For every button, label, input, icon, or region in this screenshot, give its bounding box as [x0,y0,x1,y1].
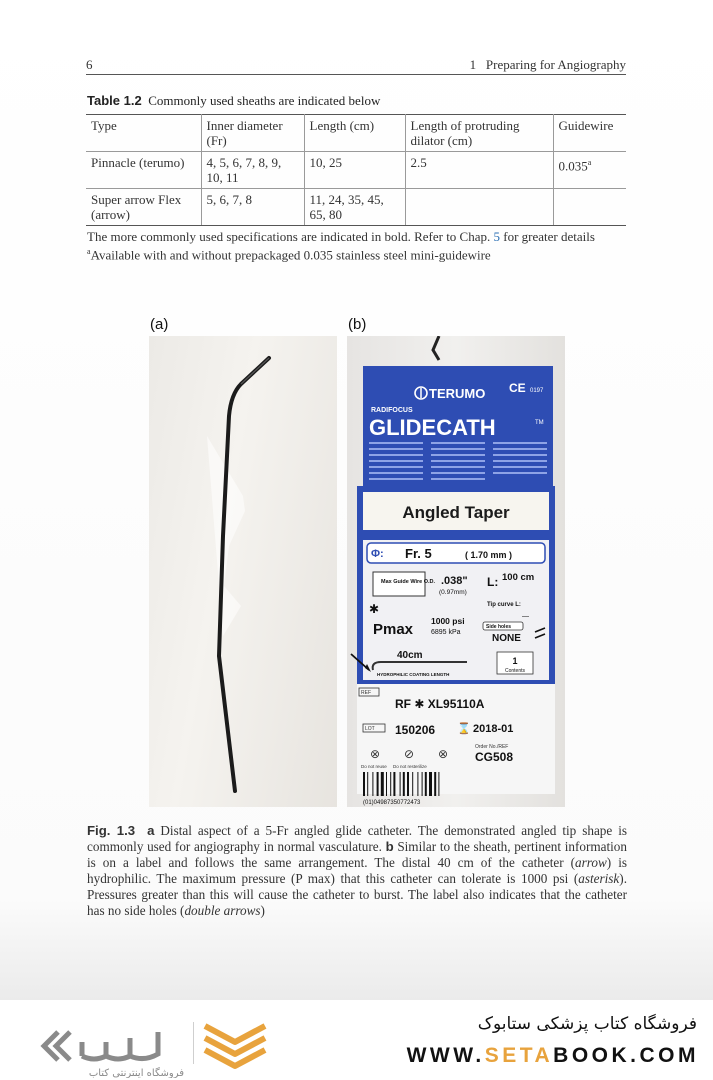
ce-number: 0197 [530,388,544,394]
svg-text:✱: ✱ [369,602,380,616]
table-cell [553,152,626,189]
footer-banner [0,1000,713,1080]
barcode-text: (01)04987350772473 [363,800,421,806]
tip-curve-label: Tip curve L: [487,602,521,608]
guidewire-mm: (0.97mm) [439,589,467,596]
max-guide-label: Max Guide Wire O.D. [381,579,436,585]
caption-mid-2: ). Pressures greater than this will cause the catheter to burst. The label also indicates that the catheter has no side holes ( [87,871,627,918]
figure-label: Fig. 1.3 [87,823,136,838]
contents-label: Contents [504,668,526,674]
table-cell: 2.5 [405,152,553,189]
panel-a-marker: a [147,823,155,838]
pmax-label: Pmax [373,621,414,638]
coating-label: HYDROPHILIC COATING LENGTH [377,672,450,677]
header-cell: Inner diameter (Fr) [201,115,304,152]
barcode-bar [393,772,395,796]
table-cell: 10, 25 [304,152,405,189]
book-stack-icon [197,1018,273,1070]
footnote-marker: a [87,247,91,256]
ref-tag: REF [361,690,371,696]
page-number: 6 [86,57,93,72]
barcode-bar [390,772,391,796]
table-cell: 4, 5, 6, 7, 8, 9, 10, 11 [201,152,304,189]
order-number: CG508 [475,750,514,764]
barcode-bar [417,772,418,796]
caption-a-text: Distal aspect of a 5-Fr angled glide catheter. The demonstrated angled tip shape is commonly used for angiography in normal vasculature. [87,823,628,854]
lot-number: 150206 [395,723,436,737]
table-row [86,189,626,226]
caption-end: ) [260,903,265,918]
table-header-row [86,115,626,152]
table-cell: Super arrow Flex (arrow) [86,189,201,226]
svg-text:⊗: ⊗ [437,747,449,761]
chapter-title: 1 Preparing for Angiography [469,57,626,72]
svg-text:⊘: ⊘ [403,747,415,761]
barcode-bar [367,772,368,796]
catheter-photo [149,336,337,807]
barcode-bar [438,772,439,796]
table-note [87,229,632,244]
table-row [86,152,626,189]
barcode-bar [386,772,387,796]
barcode-bar [429,772,432,796]
guidewire-inch: .038" [441,575,468,587]
ref-number: RF ✱ XL95110A [395,697,485,711]
table-caption [87,93,380,109]
caption-mid-1: ) is hydrophilic. The maximum pressure (P max) that this catheter can tolerate is 1000 psi ( [87,855,627,886]
pmax-psi: 1000 psi [431,616,465,626]
figure-caption [87,823,627,919]
availability-note [87,244,632,262]
caption-double-arrows: double arrows [184,903,261,918]
footer-divider [193,1022,194,1064]
length-value: 100 cm [502,572,535,583]
product-name: GLIDECATH [369,415,496,440]
table-footnote [87,229,632,262]
pmax-kpa: 6895 kPa [431,629,461,636]
barcode-bar [407,772,409,796]
length-label: L: [487,575,499,589]
table-note-text: The more commonly used specifications are indicated in bold. Refer to Chap. [87,229,491,244]
barcode-bar [372,772,373,796]
table-title: Commonly used sheaths are indicated below [148,93,381,108]
contents-count: 1 [512,656,518,666]
running-head [86,57,626,75]
side-holes-label: Side holes [486,624,512,630]
guidewire-value: 0.035 [558,158,588,174]
tip-shape: Angled Taper [402,503,510,522]
barcode-bar [381,772,384,796]
table-cell: Pinnacle (terumo) [86,152,201,189]
barcode-bar [412,772,413,796]
barcode-bar [425,772,427,796]
barcode-bar [400,772,401,796]
table-label: Table 1.2 [87,93,142,108]
header-rule [86,74,626,75]
svg-text:⊗: ⊗ [369,747,381,761]
coating-length: 40cm [397,650,423,661]
barcode-bar [403,772,405,796]
header-cell: Guidewire [553,115,626,152]
setabook-logo[interactable] [34,1018,184,1078]
catheter-illustration [149,336,337,807]
caption-b-text: Similar to the sheath, pertinent information is on a label and follows the same arrangement. The distal 40 cm of the catheter ( [87,839,627,870]
caption-arrow: arrow [575,855,607,870]
order-label: Order No./REF [475,744,509,750]
header-cell: Length of protruding dilator (cm) [405,115,553,152]
phi-symbol: Φ: [371,548,384,560]
barcode-bar [363,772,365,796]
french-size-mm: ( 1.70 mm ) [465,550,513,560]
side-holes-value: NONE [492,633,521,644]
barcode-bar [377,772,379,796]
tip-curve-value: — [522,613,529,620]
site-prefix: WWW. [406,1044,485,1067]
french-size: Fr. 5 [405,546,432,561]
website-link[interactable] [407,1044,699,1068]
table-cell: 5, 6, 7, 8 [201,189,304,226]
chapter-link[interactable]: 5 [493,229,500,244]
expiry-date: 2018-01 [473,723,514,735]
availability-text: Available with and without prepackaged 0.035 stainless steel mini-guidewire [90,247,491,263]
sheaths-table [86,114,626,226]
label-photo [347,336,565,807]
header-cell: Length (cm) [304,115,405,152]
footnote-marker: a [587,158,592,167]
panel-b-label: (b) [348,316,367,333]
brand: TERUMO [429,386,486,401]
lot-tag: LOT [365,726,375,732]
do-not-resterilize: Do not resterilize [393,764,427,769]
do-not-reuse: Do not reuse [361,764,387,769]
sub-brand: RADIFOCUS [371,407,413,414]
site-suffix: BOOK.COM [553,1044,699,1067]
store-name: فروشگاه کتاب پزشکی ستابوک [477,1014,697,1034]
table-cell: 11, 24, 35, 45, 65, 80 [304,189,405,226]
trademark: TM [535,420,544,426]
svg-text:⌛: ⌛ [457,723,471,735]
table-cell [553,189,626,226]
site-highlight: SETA [484,1044,554,1067]
barcode-bar [434,772,436,796]
caption-asterisk: asterisk [578,871,620,886]
ce-mark: CE [509,381,526,395]
catheter-label-illustration [347,336,565,807]
table-note-text-end: for greater details [503,229,595,244]
panel-b-marker: b [385,839,394,854]
header-cell: Type [86,115,201,152]
table-cell [405,189,553,226]
panel-a-label: (a) [150,316,169,333]
logo-subtitle: فروشگاه اینترنتی کتاب [88,1068,184,1078]
barcode-bar [422,772,423,796]
